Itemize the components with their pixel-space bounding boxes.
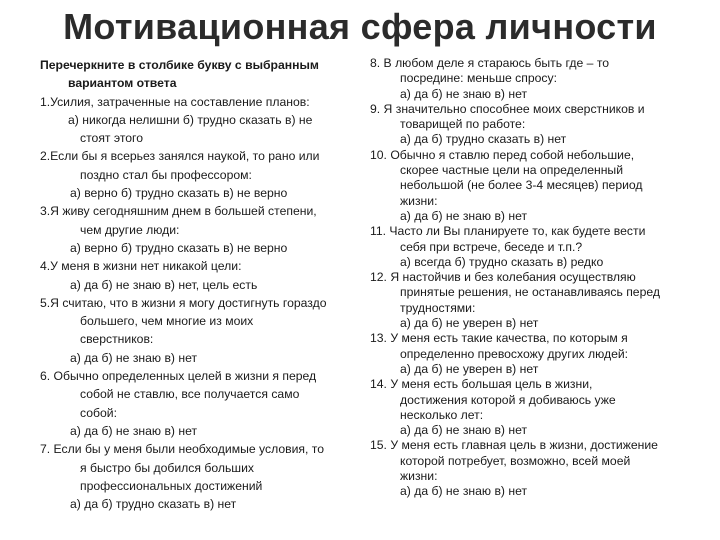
left-text-line: Перечеркните в столбике букву с выбранным (40, 58, 319, 72)
left-text-line: 6. Обычно определенных целей в жизни я перед (40, 369, 317, 384)
left-text-line: собой не ставлю, все получается само (80, 387, 300, 402)
left-text-line: 4.У меня в жизни нет никакой цели: (40, 259, 242, 274)
page-title: Мотивационная сфера личности (63, 6, 657, 47)
left-text-line: 7. Если бы у меня были необходимые условия, то (40, 442, 324, 457)
right-text-line: посредине: меньше спросу: (400, 71, 557, 86)
right-text-line: 9. Я значительно способнее моих сверстников и (370, 101, 645, 116)
left-text-line: вариантом ответа (68, 76, 177, 91)
left-text-line: я быстро бы добился больших (80, 460, 254, 475)
questionnaire-left-column (40, 56, 350, 513)
left-text-line: 2.Если бы я всерьез занялся наукой, то рано или (40, 149, 320, 164)
left-text-line: поздно стал бы профессором: (80, 167, 252, 182)
left-text-line: а) да б) не знаю в) нет (70, 350, 198, 365)
left-text-line: а) верно б) трудно сказать в) не верно (70, 240, 288, 255)
right-text-line: а) да б) не знаю в) нет (400, 86, 528, 101)
right-text-line: 12. Я настойчив и без колебания осуществляю (370, 270, 636, 285)
right-text-line: а) да б) трудно сказать в) нет (400, 132, 567, 147)
left-text-line: собой: (80, 405, 117, 420)
right-text-line: которой потребует, возможно, всей моей (400, 453, 631, 468)
right-text-line: 11. Часто ли Вы планируете то, как будете вести (370, 224, 646, 239)
right-text-line: а) да б) не уверен в) нет (400, 361, 539, 376)
left-text-line: а) никогда нелишни б) трудно сказать в) не (68, 112, 313, 127)
left-text-line: профессиональных достижений (80, 478, 263, 493)
right-text-line: принятые решения, не останавливаясь перед (400, 285, 660, 300)
right-text-line: 15. У меня есть главная цель в жизни, достижение (370, 438, 658, 453)
left-text-line: а) да б) трудно сказать в) нет (70, 497, 237, 512)
left-text-line: 1.Усилия, затраченные на составление планов: (40, 94, 310, 109)
right-text-line: определенно превосхожу других людей: (400, 346, 629, 361)
right-text-line: себя при встрече, беседе и т.п.? (400, 239, 583, 254)
left-text-line: 5.Я считаю, что в жизни я могу достигнуть гораздо (40, 295, 327, 310)
left-text-line: а) да б) не знаю в) нет, цель есть (70, 277, 258, 292)
left-text-line: сверстников: (80, 332, 154, 347)
right-text-line: 10. Обычно я ставлю перед собой небольшие, (370, 147, 635, 162)
right-text-line: 8. В любом деле я стараюсь быть где – то (370, 56, 610, 70)
right-text-line: а) да б) не уверен в) нет (400, 316, 539, 331)
right-text-line: достижения которой я добиваюсь уже (400, 392, 616, 407)
right-text-line: 13. У меня есть такие качества, по которым я (370, 331, 628, 346)
questionnaire-right-column (370, 56, 710, 500)
right-text-line: скорее частные цели на определенный (400, 163, 624, 178)
left-text-line: а) верно б) трудно сказать в) не верно (70, 186, 288, 201)
left-text-line: а) да б) не знаю в) нет (70, 423, 198, 438)
left-text-line: 3.Я живу сегодняшним днем в большей степени, (40, 204, 317, 219)
right-text-line: жизни: (400, 193, 438, 208)
right-text-line: трудностями: (400, 300, 476, 315)
right-text-line: небольшой (не более 3-4 месяцев) период (400, 178, 643, 193)
right-text-line: несколько лет: (400, 407, 484, 422)
right-text-line: жизни: (400, 469, 438, 484)
left-text-line: большего, чем многие из моих (80, 314, 254, 329)
right-text-line: а) всегда б) трудно сказать в) редко (400, 254, 604, 269)
left-text-line: чем другие люди: (80, 222, 180, 237)
right-text-line: 14. У меня есть большая цель в жизни, (370, 377, 593, 392)
right-text-line: а) да б) не знаю в) нет (400, 484, 528, 499)
right-text-line: а) да б) не знаю в) нет (400, 208, 528, 223)
right-text-line: товарищей по работе: (400, 117, 526, 132)
left-text-line: стоят этого (80, 131, 144, 146)
right-text-line: а) да б) не знаю в) нет (400, 423, 528, 438)
